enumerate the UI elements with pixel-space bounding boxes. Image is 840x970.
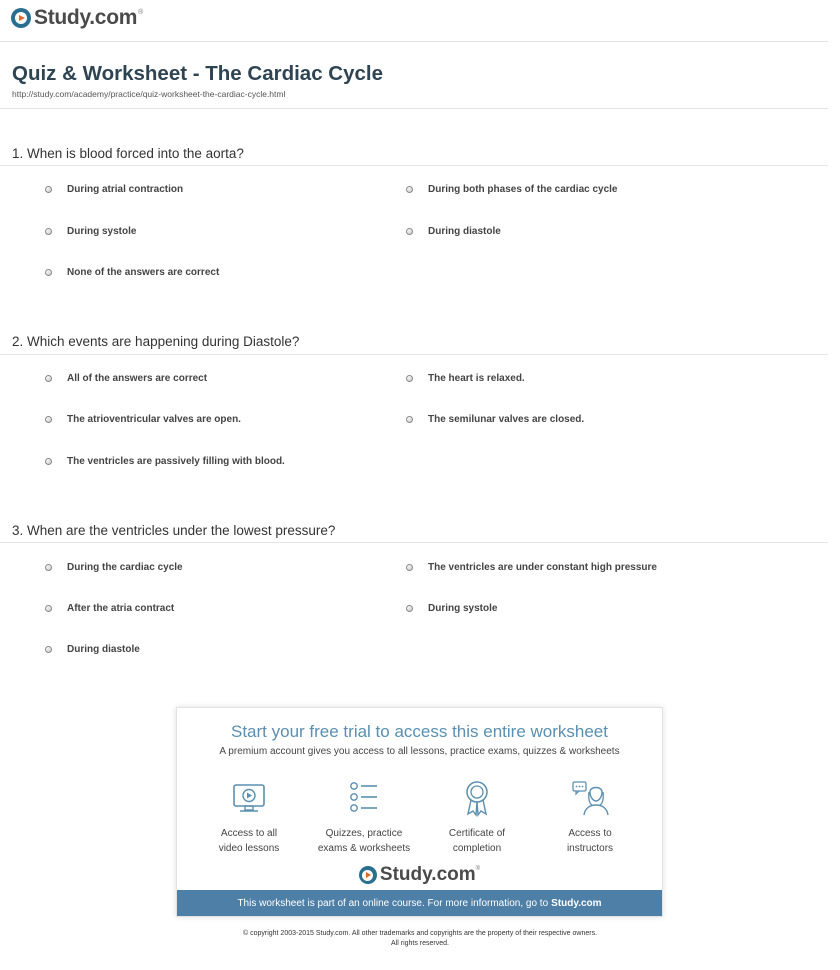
question-text: 3. When are the ventricles under the lowest pressure? (12, 523, 336, 538)
answer-label: During both phases of the cardiac cycle (428, 184, 618, 195)
study-logo-text: Study.com (34, 6, 138, 29)
radio-button[interactable] (45, 416, 52, 423)
radio-button[interactable] (45, 375, 52, 382)
answer-label: During diastole (428, 226, 501, 237)
answer-option[interactable] (45, 226, 136, 237)
answer-option[interactable] (406, 414, 584, 425)
feature-video-lessons (194, 778, 304, 856)
trademark-symbol: ® (138, 9, 144, 16)
answer-label: During atrial contraction (67, 184, 184, 195)
page-title: Quiz & Worksheet - The Cardiac Cycle (12, 62, 384, 85)
radio-button[interactable] (45, 646, 52, 653)
promo-heading[interactable]: Start your free trial to access this entire worksheet (231, 722, 608, 741)
promo-footer-link[interactable]: Study.com (551, 897, 602, 909)
answer-option[interactable] (406, 373, 525, 384)
video-lesson-icon (229, 778, 269, 818)
feature-label-line2: video lessons (218, 843, 280, 854)
quiz-list-icon (344, 778, 384, 818)
feature-label-line2: instructors (566, 843, 614, 854)
feature-label-line1: Access to all (220, 828, 278, 839)
answer-label: All of the answers are correct (67, 373, 208, 384)
copyright-line2: All rights reserved. (391, 939, 449, 947)
feature-label-line1: Certificate of (448, 828, 506, 839)
trademark-symbol: ® (475, 866, 481, 872)
answer-label: After the atria contract (67, 603, 175, 614)
feature-certificate (422, 778, 532, 856)
answer-option[interactable] (45, 184, 183, 195)
question-text: 2. Which events are happening during Diastole? (12, 334, 300, 349)
radio-button[interactable] (45, 269, 52, 276)
free-trial-promo (176, 707, 663, 917)
promo-footer-bar (177, 890, 662, 916)
answer-label: The ventricles are passively filling with blood. (67, 456, 285, 467)
promo-footer-text: This worksheet is part of an online course. For more information, go to (237, 897, 549, 909)
feature-label-line1: Access to (568, 828, 612, 839)
certificate-icon (457, 778, 497, 818)
radio-button[interactable] (45, 564, 52, 571)
answer-label: The atrioventricular valves are open. (67, 414, 241, 425)
answer-option[interactable] (45, 562, 183, 573)
answer-option[interactable] (406, 226, 501, 237)
radio-button[interactable] (406, 416, 413, 423)
radio-button[interactable] (45, 605, 52, 612)
answer-label: During the cardiac cycle (67, 562, 183, 573)
radio-button[interactable] (45, 458, 52, 465)
radio-button[interactable] (406, 605, 413, 612)
instructor-icon (570, 778, 610, 818)
page-url[interactable]: http://study.com/academy/practice/quiz-worksheet-the-cardiac-cycle.html (12, 89, 286, 99)
question-text: 1. When is blood forced into the aorta? (12, 146, 244, 161)
answer-label: The semilunar valves are closed. (428, 414, 585, 425)
answer-option[interactable] (45, 373, 207, 384)
copyright-notice (0, 929, 840, 948)
answer-option[interactable] (45, 414, 241, 425)
promo-subheading: A premium account gives you access to all lessons, practice exams, quizzes & worksheets (219, 746, 620, 757)
answer-option[interactable] (45, 603, 174, 614)
title-divider (0, 108, 828, 109)
study-logo-icon (359, 866, 377, 884)
answer-label: During diastole (67, 644, 140, 655)
radio-button[interactable] (406, 186, 413, 193)
question-divider (0, 354, 828, 355)
radio-button[interactable] (45, 186, 52, 193)
study-logo-text: Study.com (379, 864, 476, 885)
answer-option[interactable] (406, 562, 657, 573)
answer-option[interactable] (45, 456, 285, 467)
radio-button[interactable] (406, 228, 413, 235)
feature-label-line2: exams & worksheets (317, 843, 411, 854)
feature-label-line1: Quizzes, practice (325, 828, 403, 839)
answer-label: The ventricles are under constant high pressure (428, 562, 657, 573)
header-divider (0, 41, 828, 42)
question-divider (0, 542, 828, 543)
feature-instructors (535, 778, 645, 856)
copyright-line1: © copyright 2003-2015 Study.com. All other trademarks and copyrights are the property of their respective owners. (242, 930, 598, 937)
radio-button[interactable] (406, 375, 413, 382)
study-logo[interactable] (11, 5, 143, 31)
answer-option[interactable] (45, 267, 219, 278)
answer-option[interactable] (406, 603, 497, 614)
radio-button[interactable] (45, 228, 52, 235)
question-divider (0, 165, 828, 166)
answer-label: During systole (67, 226, 137, 237)
answer-option[interactable] (406, 184, 618, 195)
radio-button[interactable] (406, 564, 413, 571)
study-logo-icon (11, 8, 31, 28)
answer-label: During systole (428, 603, 498, 614)
answer-label: None of the answers are correct (67, 267, 220, 278)
feature-quizzes (309, 778, 419, 856)
answer-option[interactable] (45, 644, 140, 655)
answer-label: The heart is relaxed. (428, 373, 525, 384)
feature-label-line2: completion (452, 843, 502, 854)
promo-study-logo[interactable] (177, 864, 662, 886)
